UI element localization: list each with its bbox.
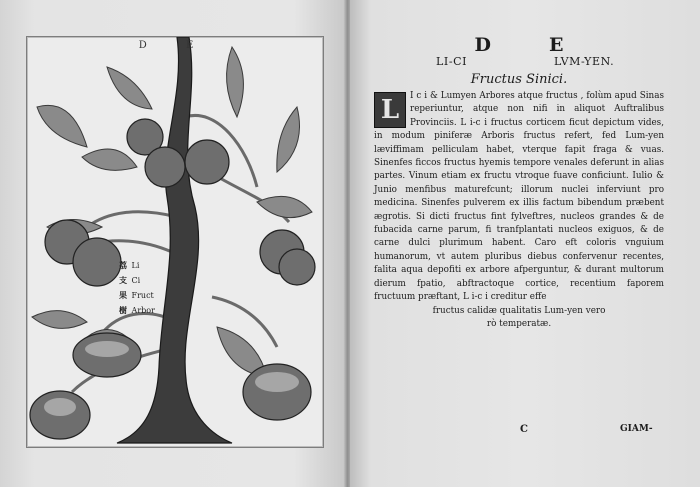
body-tail-line: fructus calidæ qualitatis Lum-yen vero (432, 305, 606, 316)
caption-line: 樹 Arbor (119, 305, 155, 315)
drop-cap: L (374, 92, 406, 128)
botanical-plate (26, 36, 324, 448)
subhead-lici: LI-CI (436, 55, 468, 68)
body-paragraph: I c i & Lumyen Arbores atque fructus , folùm apud Sinas reperiuntur, atque non nifi in aliquot Auftralibus Provinciis. L i-c i fructus corticem ficut depictum vides, in modum piniferæ Arboris fructus refert, fed Lum-yen læviffimam pelliculam habet, vterque fapit fraga & vuas. Sinenfes ficcos fructus hyemis tempore venales deferunt in alias partes. Vinum etiam ex fructu vtroque fuave conficiunt. Iulio & Junio menfibus maturefcunt; illorum nuclei inferviunt pro medicina. Sinenfes pulverem ex illis factum bibendum præbent ægrotis. Si dicti fructus fint fylveftres, nucleos grandes & de fubacida carne parum, fi tranfplantati nucleos exiguos, & de carne dulci plurimum habent. Caro eft coloris vnguium humanorum, vt autem pluribus diebus confervenur recentes, falita aqua depofiti ex arbore afperguntur, & durant multorum dierum fpatio, abftractoque cortice, recentium faporem fructuum præftant, L i-c i creditur effe (374, 91, 664, 303)
plate-heading: D E (138, 40, 212, 51)
plate-caption (119, 258, 177, 318)
caption-line: 果 Fruct (119, 290, 154, 300)
signature-mark: C (520, 424, 528, 435)
body-tail-line: rò temperatæ. (486, 318, 552, 329)
subhead-lumyen: LVM-YEN. (554, 55, 615, 68)
caption-line: 荔 Li (119, 260, 140, 270)
catchword: GIAM- (620, 424, 653, 434)
subtitle: Fructus Sinici. (470, 72, 568, 87)
body-text (374, 90, 664, 331)
chapter-heading: DE (474, 34, 622, 56)
left-page (0, 0, 346, 487)
caption-line: 支 Ci (119, 275, 141, 285)
lichee-tree-illustration (27, 37, 323, 447)
